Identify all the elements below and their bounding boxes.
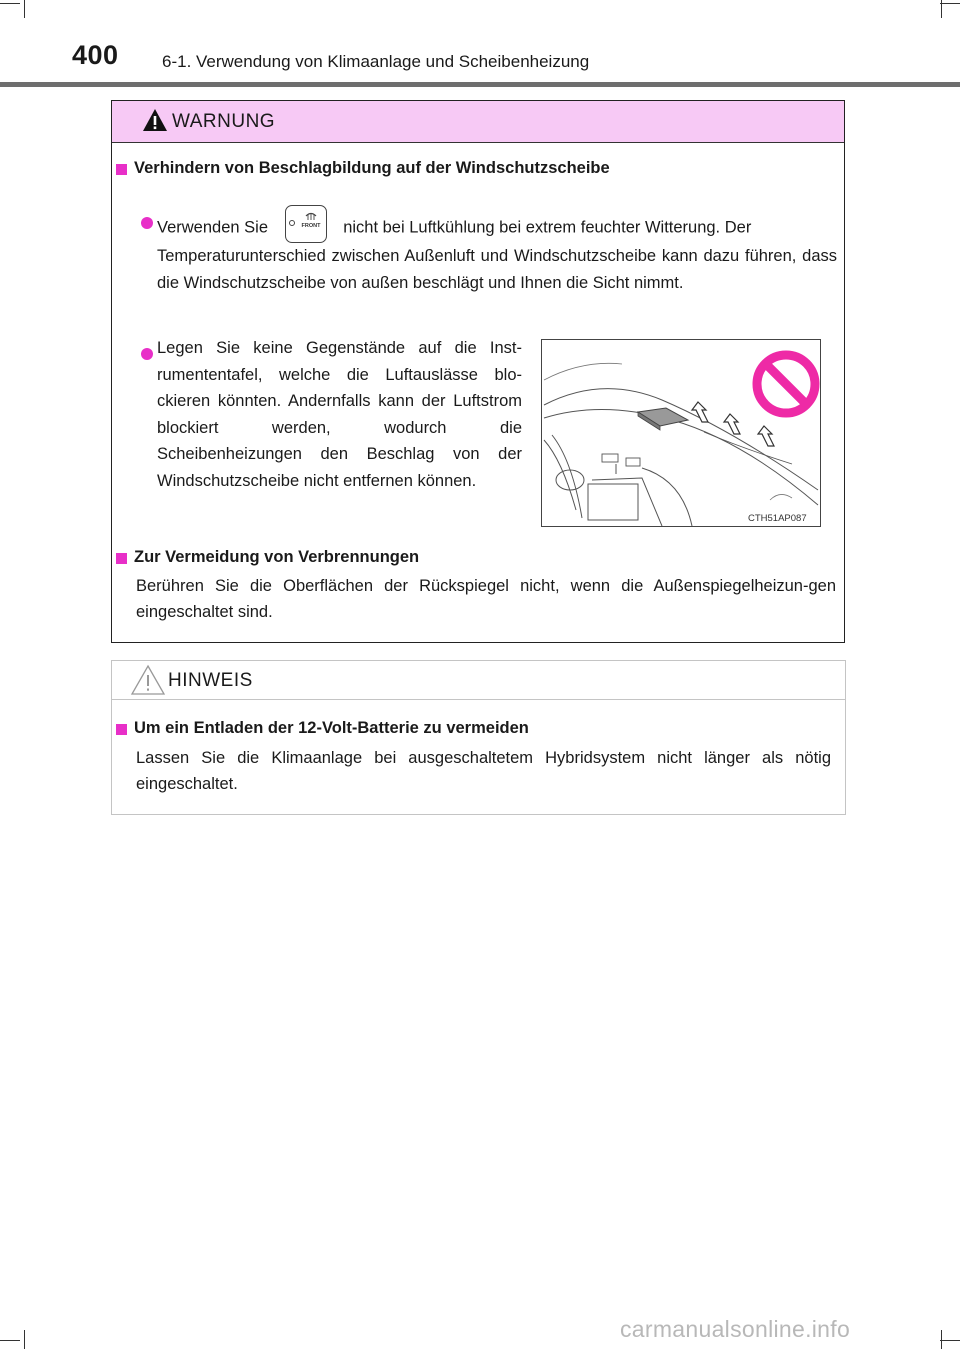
section-marker-icon — [116, 553, 127, 564]
watermark: carmanualsonline.info — [620, 1316, 851, 1342]
note-heading: Um ein Entladen der 12-Volt-Batterie zu vermeiden — [134, 719, 529, 737]
crop-mark — [941, 1330, 942, 1349]
front-defroster-button-image — [285, 205, 327, 243]
front-button-label: FRONT — [301, 223, 321, 229]
crop-mark — [24, 1330, 25, 1349]
warning-section2-text: Berühren Sie die Oberflächen der Rückspiegel nicht, wenn die Außenspiegelheizun-gen eingeschaltet sind. — [136, 577, 836, 621]
page-number: 400 — [72, 40, 119, 70]
note-header — [112, 661, 845, 700]
bullet-icon — [141, 348, 153, 360]
warning-box — [111, 100, 845, 643]
figure-code: CTH51AP087 — [748, 513, 807, 524]
warning-triangle-icon — [142, 108, 168, 132]
warning-bullet2-text: Legen Sie keine Gegenstände auf die Inst-rumententafel, welche die Luftauslässe blo-ckieren könnten. Andernfalls kann der Luftstrom blockiert werden, wodurch die Scheibenheizungen den Beschlag von der Windschutzscheibe nicht entfernen können. — [157, 339, 522, 490]
note-text: Lassen Sie die Klimaanlage bei ausgeschaltetem Hybridsystem nicht länger als nötig eingeschaltet. — [136, 749, 831, 793]
warning-title: WARNUNG — [172, 111, 276, 132]
note-box — [111, 660, 846, 815]
crop-mark — [941, 0, 942, 18]
note-title: HINWEIS — [168, 670, 253, 691]
warning-bullet1-line1 — [157, 209, 837, 247]
section-marker-icon — [116, 724, 127, 735]
section-marker-icon — [116, 164, 127, 175]
crop-mark — [24, 0, 25, 18]
warning-bullet1-before: Verwenden Sie — [157, 218, 268, 237]
caution-triangle-icon — [130, 664, 166, 696]
crop-mark — [940, 3, 960, 4]
crop-mark — [0, 1340, 20, 1341]
header-rule — [0, 82, 960, 87]
dashboard-drawing — [542, 340, 820, 526]
warning-bullet1-text: Temperaturunterschied zwischen Außenluft und Windschutzscheibe kann dazu führen, dass die Windschutzscheibe von außen beschlägt und Ihnen die Sicht nimmt. — [157, 247, 837, 292]
warning-section2-heading: Zur Vermeidung von Verbrennungen — [134, 548, 420, 566]
crop-mark — [940, 1340, 960, 1341]
section-title: 6-1. Verwendung von Klimaanlage und Scheibenheizung — [162, 52, 590, 71]
dashboard-illustration — [541, 339, 821, 527]
front-defroster-icon — [286, 206, 326, 242]
bullet-icon — [141, 217, 153, 229]
crop-mark — [0, 3, 20, 4]
warning-bullet1-after: nicht bei Luftkühlung bei extrem feuchter Witterung. Der — [343, 218, 752, 237]
warning-section1-heading: Verhindern von Beschlagbildung auf der Windschutzscheibe — [134, 159, 610, 177]
warning-header — [112, 101, 844, 143]
